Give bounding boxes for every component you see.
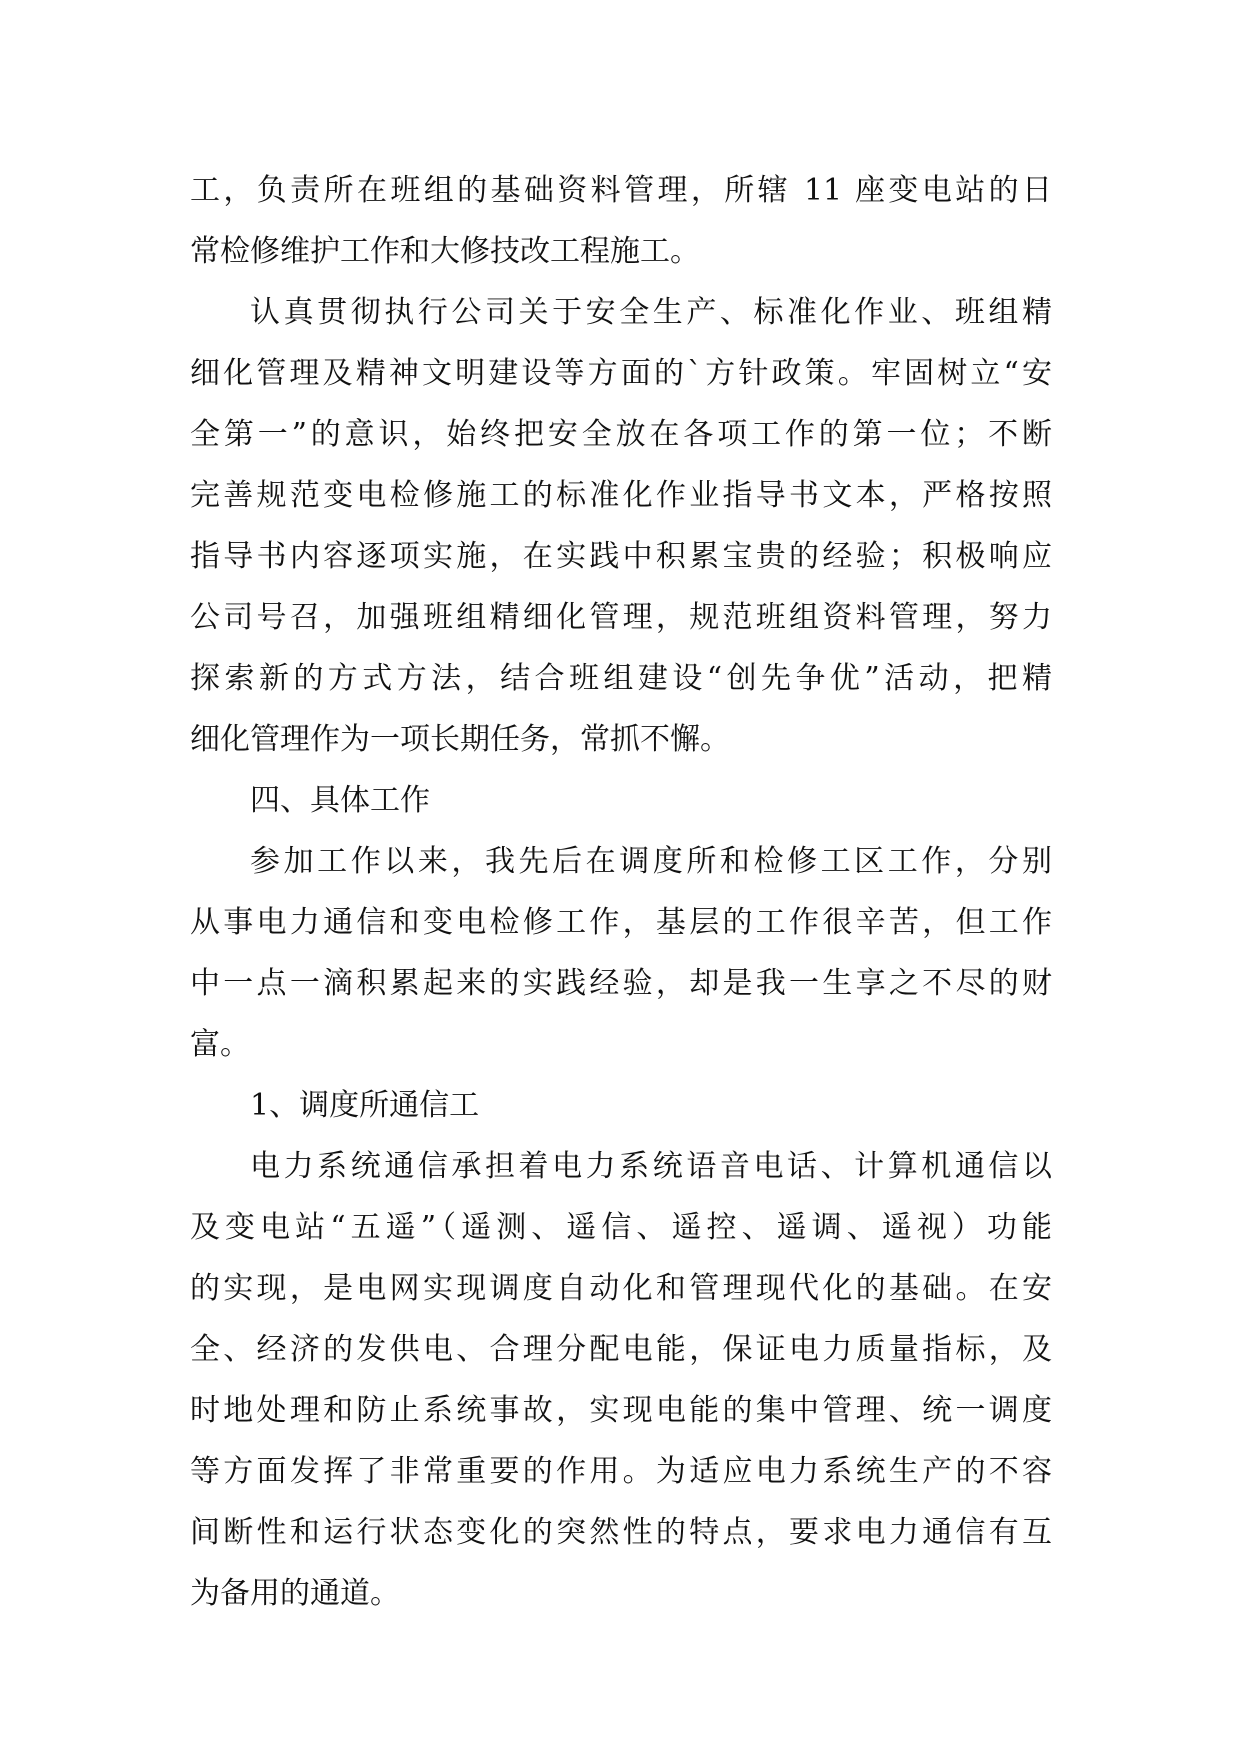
text-line: 工，负责所在班组的基础资料管理，所辖 11 座变电站的日 (190, 173, 1052, 208)
text-line: 间断性和运行状态变化的突然性的特点，要求电力通信有互 (190, 1515, 1052, 1550)
text-line: 等方面发挥了非常重要的作用。为适应电力系统生产的不容 (190, 1454, 1052, 1489)
text-line: 时地处理和防止系统事故，实现电能的集中管理、统一调度 (190, 1393, 1052, 1428)
text-line: 常检修维护工作和大修技改工程施工。 (190, 234, 700, 269)
text-line: 细化管理及精神文明建设等方面的`方针政策。牢固树立“安 (190, 356, 1052, 391)
text-line: 为备用的通道。 (190, 1576, 400, 1611)
text-line: 全、经济的发供电、合理分配电能，保证电力质量指标，及 (190, 1332, 1052, 1367)
text-line: 的实现，是电网实现调度自动化和管理现代化的基础。在安 (190, 1271, 1052, 1306)
document-page (190, 160, 1052, 1624)
text-line: 探索新的方式方法，结合班组建设“创先争优”活动，把精 (190, 661, 1052, 696)
paragraph-4 (190, 1136, 1052, 1624)
text-line: 中一点一滴积累起来的实践经验，却是我一生享之不尽的财 (190, 966, 1052, 1001)
text-line: 认真贯彻执行公司关于安全生产、标准化作业、班组精 (250, 295, 1052, 330)
paragraph-1 (190, 160, 1052, 282)
text-line: 电力系统通信承担着电力系统语音电话、计算机通信以 (250, 1149, 1052, 1184)
text-line: 完善规范变电检修施工的标准化作业指导书文本，严格按照 (190, 478, 1052, 513)
text-line: 指导书内容逐项实施，在实践中积累宝贵的经验；积极响应 (190, 539, 1052, 574)
text-line: 细化管理作为一项长期任务，常抓不懈。 (190, 722, 730, 757)
paragraph-3 (190, 831, 1052, 1075)
section-heading-text: 四、具体工作 (250, 783, 430, 818)
text-line: 及变电站“五遥”（遥测、遥信、遥控、遥调、遥视）功能 (190, 1210, 1052, 1245)
subsection-heading (190, 1075, 1052, 1136)
text-line: 参加工作以来，我先后在调度所和检修工区工作，分别 (250, 844, 1052, 879)
text-line: 从事电力通信和变电检修工作，基层的工作很辛苦，但工作 (190, 905, 1052, 940)
subsection-heading-text: 1、调度所通信工 (250, 1088, 480, 1123)
text-line: 富。 (190, 1027, 250, 1062)
text-line: 公司号召，加强班组精细化管理，规范班组资料管理，努力 (190, 600, 1052, 635)
paragraph-2 (190, 282, 1052, 770)
section-heading (190, 770, 1052, 831)
text-line: 全第一”的意识，始终把安全放在各项工作的第一位；不断 (190, 417, 1052, 452)
